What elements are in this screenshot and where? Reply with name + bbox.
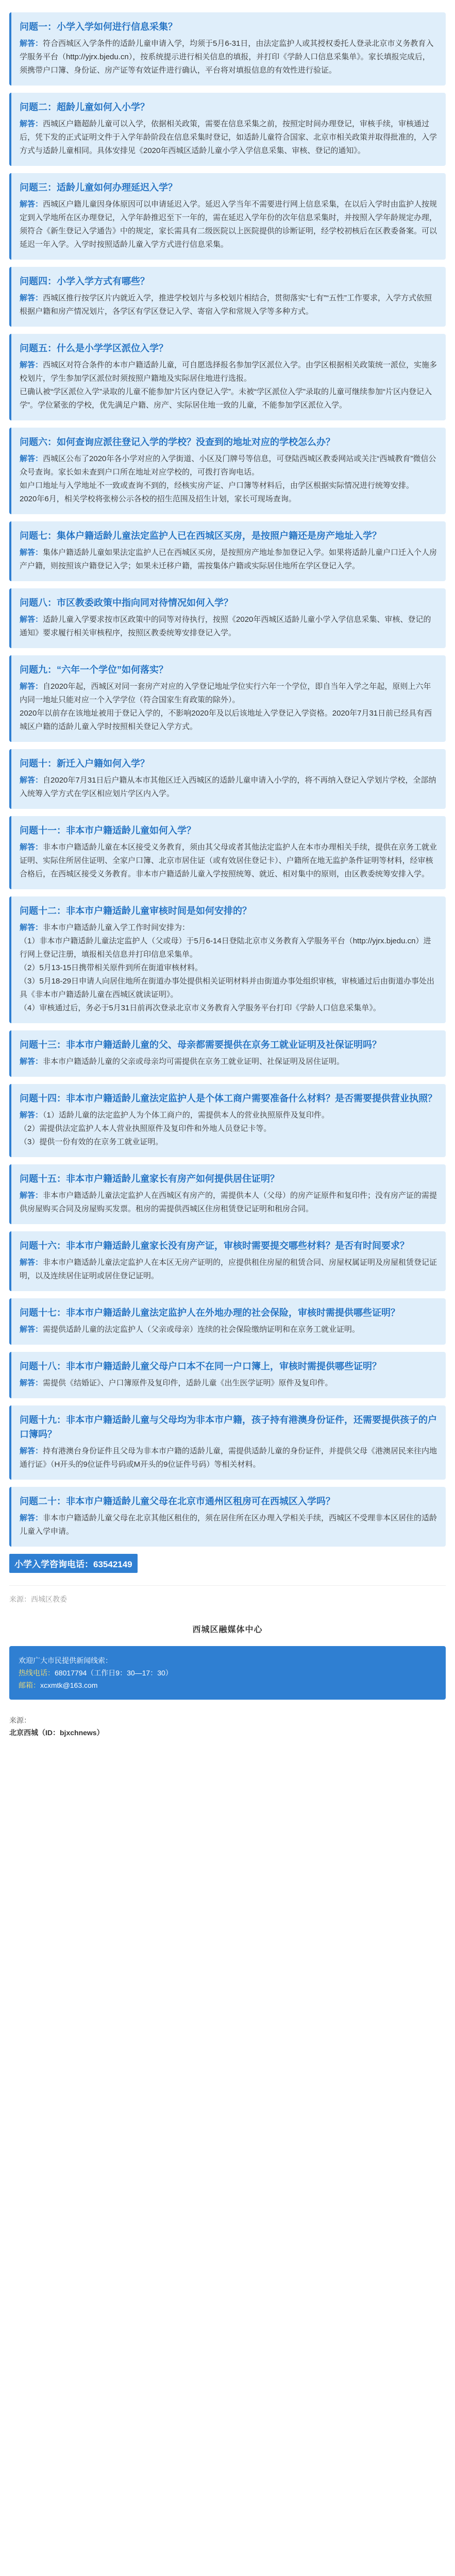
qa-card [9, 816, 446, 889]
answer-text: 非本市户籍适龄儿童在本区接受义务教育，须由其父母或者其他法定监护人在本市办理相关手续，提供在京务工就业证明、实际住所居住证明、全家户口簿、北京市居住证（或有效居住登记卡）、户籍所在地无监护条件证明等材料，经审核合格后，在西城区接受义务教育。非本市户籍适龄儿童入学按照统筹、就近、相对集中的原则，由区教委统筹安排入学。 [20, 843, 437, 878]
answer-text: （3）5月18-29日申请人向居住地所在街道办事处提供相关证明材料并由街道办事处组织审核，审核通过后由街道办事处出具《非本市户籍适龄儿童在西城区就读证明》。 [20, 977, 435, 999]
qa-card [9, 12, 446, 86]
qa-card [9, 521, 446, 581]
answer-paragraph [20, 841, 437, 881]
footer-account[interactable]: 北京西城（ID：bjxchnews） [9, 1728, 104, 1737]
article-content [9, 12, 446, 1739]
contact-intro: 欢迎广大市民提供新闻线索： [19, 1656, 112, 1665]
answer-text: 如户口地址与入学地址不一致或查询不到的，经核实房产证、户口簿等材料后，由学区根据实际情况进行统筹安排。 [20, 481, 414, 490]
answer-paragraph [20, 1189, 437, 1216]
contact-hotline-value: 68017794（工作日9：30—17：30） [55, 1669, 173, 1677]
answer-body [20, 1109, 437, 1149]
answer-text: 西城区对符合条件的本市户籍适龄儿童，可自愿选择报名参加学区派位入学。由学区根据相关政策统一派位，实施多校划片，学生参加学区派位时须按照户籍地及实际居住地进行选报。 [20, 361, 437, 383]
contact-box [9, 1646, 446, 1700]
answer-label: 解答： [20, 1379, 43, 1387]
answer-body [20, 1323, 437, 1336]
answer-body [20, 198, 437, 251]
answer-label: 解答： [20, 39, 43, 48]
question-title: 问题一：小学入学如何进行信息采集？ [20, 22, 177, 32]
qa-card [9, 1298, 446, 1345]
answer-body [20, 680, 437, 734]
question-title: 问题十五：非本市户籍适龄儿童家长有房产如何提供居住证明？ [20, 1174, 279, 1184]
answer-text: 已确认被“学区派位入学”录取的儿童不能参加“片区内登记入学”。未被“学区派位入学”录取的儿童可继续参加“片区内登记入学”。学位紧张的学校，优先满足户籍、房产、实际居住地一致的儿童，不能参加学区派位入学。 [20, 387, 432, 410]
contact-email-label: 邮箱： [19, 1681, 40, 1689]
qa-card [9, 1405, 446, 1480]
question-title: 问题二十：非本市户籍适龄儿童父母在北京市通州区租房可在西城区入学吗？ [20, 1496, 335, 1506]
answer-text: 西城区户籍超龄儿童可以入学，依据相关政策，需要在信息采集之前，按照定时间办理登记，审核手续，审核通过后，凭下发的正式证明文件于入学年龄阶段在信息采集时登记，如适龄儿童符合国家、北京市相关政策并取得批准的，入学方式与适龄儿童相同。具体安排见《2020年西城区适龄儿童小学入学信息采集、审核、登记的通知》。 [20, 120, 437, 155]
question-title: 问题十九：非本市户籍适龄儿童与父母均为非本市户籍，孩子持有港澳身份证件，还需要提供孩子的户口簿吗？ [20, 1415, 437, 1439]
answer-paragraph [20, 1445, 437, 1471]
answer-text: 需提供适龄儿童的法定监护人（父亲或母亲）连续的社会保险缴纳证明和在京务工就业证明。 [43, 1325, 360, 1334]
question-title: 问题八：市区教委政策中指向同对待情况如何入学？ [20, 598, 233, 608]
answer-paragraph [20, 707, 437, 734]
hotline-banner [9, 1554, 446, 1573]
qa-card [9, 173, 446, 260]
qa-card [9, 334, 446, 420]
answer-paragraph [20, 613, 437, 640]
qa-card [9, 1084, 446, 1157]
answer-body [20, 452, 437, 506]
hotline-text: 小学入学咨询电话：63542149 [9, 1554, 138, 1573]
answer-paragraph [20, 292, 437, 318]
answer-label: 解答： [20, 120, 43, 128]
question-title: 问题四：小学入学方式有哪些？ [20, 276, 149, 286]
answer-text: （2）需提供法定监护人本人营业执照原件及复印件和外地人员登记卡等。 [20, 1124, 272, 1133]
answer-label: 解答： [20, 923, 43, 932]
answer-text: （3）提供一份有效的在京务工就业证明。 [20, 1138, 163, 1146]
answer-label: 解答： [20, 1191, 43, 1200]
answer-text: 西城区推行按学区片内就近入学，推进学校划片与多校划片相结合，贯彻落实“七有”“五性”工作要求，入学方式依照根据户籍和房产情况划片，各学区有学区登记入学、寄宿入学和常规入学等多种方式。 [20, 294, 432, 316]
qa-card [9, 1164, 446, 1224]
question-title: 问题三：适龄儿童如何办理延迟入学？ [20, 182, 177, 193]
answer-text: 非本市户籍适龄儿童法定监护人在西城区有房产的，需提供本人（父母）的房产证原件和复印件；没有房产证的需提供房屋购买合同及房屋购买发票。租房的需提供西城区住房租赁登记证明和租房合同。 [20, 1191, 437, 1213]
answer-paragraph [20, 1109, 437, 1122]
answer-text: 符合西城区入学条件的适龄儿童申请入学，均须于5月6-31日，由法定监护人或其授权委托人登录北京市义务教育入学服务平台（http://yjrx.bjedu.cn），按系统提示进行相关信息的填报，并打印《学龄人口信息采集单》。家长填报完成后，须携带户口簿、身份证、房产证等有效证件进行确认，平台将对填报信息的有效性进行验证。 [20, 39, 434, 75]
answer-label: 解答： [20, 1514, 43, 1522]
answer-label: 解答： [20, 1325, 43, 1334]
answer-body [20, 921, 437, 1015]
answer-paragraph [20, 493, 437, 506]
footer-source: 来源： [9, 1716, 31, 1724]
answer-label: 解答： [20, 1057, 43, 1066]
question-title: 问题十：新迁入户籍如何入学？ [20, 758, 149, 769]
answer-body [20, 1377, 437, 1390]
answer-text: 西城区公布了2020年各小学对应的入学街道、小区及门牌号等信息，可登陆西城区教委网站或关注“西城教育”微信公众号查询。家长如未查到户口所在地址对应学校的，可拨打咨询电话。 [20, 454, 436, 477]
qa-card [9, 428, 446, 514]
contact-email-value[interactable]: xcxmtk@163.com [40, 1681, 98, 1689]
question-title: 问题六：如何查询应派往登记入学的学校？没查到的地址对应的学校怎么办？ [20, 437, 335, 447]
answer-text: （1）非本市户籍适龄儿童法定监护人（父或母）于5月6-14日登陆北京市义务教育入学服务平台（http://yjrx.bjedu.cn）进行网上登记注册，填报相关信息并打印信息采集单。 [20, 937, 431, 959]
qa-card [9, 267, 446, 327]
question-title: 问题二：超龄儿童如何入小学？ [20, 102, 149, 112]
answer-text: （2）5月13-15日携带相关原件到所在街道审核材料。 [20, 963, 203, 972]
question-title: 问题十四：非本市户籍适龄儿童法定监护人是个体工商户需要准备什么材料？是否需要提供营业执照？ [20, 1093, 437, 1104]
answer-label: 解答： [20, 454, 43, 463]
answer-paragraph [20, 1377, 437, 1390]
answer-paragraph [20, 479, 437, 493]
answer-body [20, 841, 437, 881]
answer-body [20, 1055, 437, 1069]
answer-label: 解答： [20, 361, 43, 369]
answer-text: 适龄儿童入学要求按市区政策中的同等对待执行，按照《2020年西城区适龄儿童小学入学信息采集、审核、登记的通知》要求履行相关审核程序，按照区教委统筹安排登记入学。 [20, 615, 431, 637]
answer-body [20, 1445, 437, 1471]
question-title: 问题十三：非本市户籍适龄儿童的父、母亲都需要提供在京务工就业证明及社保证明吗？ [20, 1040, 381, 1050]
question-title: 问题十六：非本市户籍适龄儿童家长没有房产证，审核时需要提交哪些材料？是否有时间要求？ [20, 1241, 409, 1251]
answer-text: 2020年以前存在该地址被用于登记入学的，不影响2020年及以后该地址入学登记入学资格。2020年7月31日前已经具有西城区户籍的适龄儿童入学时按照相关登记入学方式。 [20, 709, 432, 731]
answer-label: 解答： [20, 776, 43, 785]
source-text: 来源：西城区教委 [9, 1585, 446, 1604]
media-center-name: 西城区融媒体中心 [192, 1625, 263, 1634]
qa-card [9, 1352, 446, 1398]
question-title: 问题十二：非本市户籍适龄儿童审核时间是如何安排的？ [20, 906, 251, 916]
answer-label: 解答： [20, 682, 43, 691]
answer-paragraph [20, 1323, 437, 1336]
answer-body [20, 1189, 437, 1216]
answer-paragraph [20, 1122, 437, 1136]
answer-label: 解答： [20, 615, 43, 624]
qa-card [9, 655, 446, 742]
answer-paragraph [20, 37, 437, 77]
answer-paragraph [20, 1512, 437, 1538]
answer-body [20, 613, 437, 640]
answer-label: 解答： [20, 548, 43, 557]
answer-body [20, 774, 437, 801]
answer-label: 解答： [20, 294, 43, 302]
question-title: 问题十七：非本市户籍适龄儿童法定监护人在外地办理的社会保险，审核时需提供哪些证明？ [20, 1308, 400, 1318]
qa-card [9, 1487, 446, 1547]
answer-paragraph [20, 1136, 437, 1149]
answer-text: 集体户籍适龄儿童如果法定监护人已在西城区买房，是按照房产地址参加登记入学。如果将适龄儿童户口迁入个人房产户籍，则按照该户籍登记入学；如果未迁移户籍，需按集体户籍或实际居住地所在学区登记入学。 [20, 548, 437, 570]
answer-paragraph [20, 935, 437, 961]
question-title: 问题十一：非本市户籍适龄儿童如何入学？ [20, 825, 196, 836]
answer-paragraph [20, 359, 437, 385]
answer-paragraph [20, 1002, 437, 1015]
answer-body [20, 1512, 437, 1538]
answer-paragraph [20, 961, 437, 975]
answer-text: 非本市户籍适龄儿童入学工作时间安排为： [43, 923, 190, 932]
answer-label: 解答： [20, 200, 43, 209]
qa-card [9, 1030, 446, 1077]
answer-text: 2020年6月，相关学校将张榜公示各校的招生范围及招生计划，家长可现场查询。 [20, 495, 296, 503]
contact-hotline-label: 热线电话： [19, 1669, 55, 1677]
answer-text: 自2020年起，西城区对同一套房产对应的入学登记地址学位实行六年一个学位，即自当年入学之年起，原则上六年内同一地址只能对应一个入学学位（符合国家生育政策的除外）。 [20, 682, 431, 704]
question-title: 问题五：什么是小学学区派位入学？ [20, 343, 168, 353]
answer-paragraph [20, 1055, 437, 1069]
answer-text: 非本市户籍适龄儿童的父亲或母亲均可需提供在京务工就业证明、社保证明及居住证明。 [43, 1057, 345, 1066]
qa-list [9, 12, 446, 1547]
answer-paragraph [20, 680, 437, 707]
answer-body [20, 1256, 437, 1283]
qa-card [9, 896, 446, 1023]
answer-text: （1）适龄儿童的法定监护人为个体工商户的，需提供本人的营业执照原件及复印件。 [43, 1111, 329, 1120]
answer-text: 西城区户籍儿童因身体原因可以申请延迟入学。延迟入学当年不需要进行网上信息采集，在以后入学时由监护人按规定到入学地所在区办理登记，入学年龄推迟至下一年的，需在延迟入学年份的次年信息采集时，并按照入学年龄规定办理，须符合《新生登记入学通告》中的规定，家长需具有二级医院以上医院提供的诊断证明，经学校初核后在区教委备案。可以延迟一年入学。入学时按照适龄儿童入学方式进行信息采集。 [20, 200, 437, 249]
answer-body [20, 546, 437, 573]
answer-paragraph [20, 198, 437, 251]
answer-label: 解答： [20, 843, 43, 852]
answer-text: 非本市户籍适龄儿童法定监护人在本区无房产证明的，应提供租住房屋的租赁合同、房屋权属证明及房屋租赁登记证明，以及连续居住证明或居住登记证明。 [20, 1258, 437, 1280]
answer-label: 解答： [20, 1258, 43, 1267]
answer-paragraph [20, 117, 437, 158]
answer-body [20, 117, 437, 158]
answer-text: 持有港澳台身份证件且父母为非本市户籍的适龄儿童，需提供适龄儿童的身份证件，并提供父母《港澳居民来往内地通行证》（H开头的9位证件号码或M开头的9位证件号码）等相关材料。 [20, 1447, 437, 1469]
answer-paragraph [20, 1256, 437, 1283]
article-footer [9, 1714, 446, 1739]
answer-label: 解答： [20, 1111, 43, 1120]
qa-card [9, 93, 446, 166]
answer-paragraph [20, 452, 437, 479]
qa-card [9, 1231, 446, 1291]
question-title: 问题十八：非本市户籍适龄儿童父母户口本不在同一户口簿上，审核时需提供哪些证明？ [20, 1361, 381, 1371]
answer-body [20, 37, 437, 77]
answer-text: 非本市户籍适龄儿童父母在北京其他区租住的，须在居住所在区办理入学相关手续，西城区不受理非本区居住的适龄儿童入学申请。 [20, 1514, 437, 1536]
question-title: 问题七：集体户籍适龄儿童法定监护人已在西城区买房，是按照户籍还是房产地址入学？ [20, 531, 381, 541]
answer-paragraph [20, 975, 437, 1002]
answer-paragraph [20, 921, 437, 935]
answer-label: 解答： [20, 1447, 43, 1455]
answer-paragraph [20, 774, 437, 801]
answer-text: （4）审核通过后，务必于5月31日前再次登录北京市义务教育入学服务平台打印《学龄人口信息采集单》。 [20, 1004, 381, 1012]
qa-card [9, 749, 446, 809]
qa-card [9, 588, 446, 648]
answer-text: 需提供《结婚证》、户口簿原件及复印件，适龄儿童《出生医学证明》原件及复印件。 [43, 1379, 333, 1387]
question-title: 问题九：“六年一个学位”如何落实？ [20, 665, 168, 675]
contact-hotline [19, 1667, 436, 1679]
answer-paragraph [20, 546, 437, 573]
contact-email [19, 1679, 436, 1691]
answer-body [20, 359, 437, 412]
answer-paragraph [20, 385, 437, 412]
answer-text: 自2020年7月31日后户籍从本市其他区迁入西城区的适龄儿童申请入小学的，将不再纳入登记入学划片学校，全部纳入统筹入学方式在学区相应划片学区内入学。 [20, 776, 436, 798]
answer-body [20, 292, 437, 318]
